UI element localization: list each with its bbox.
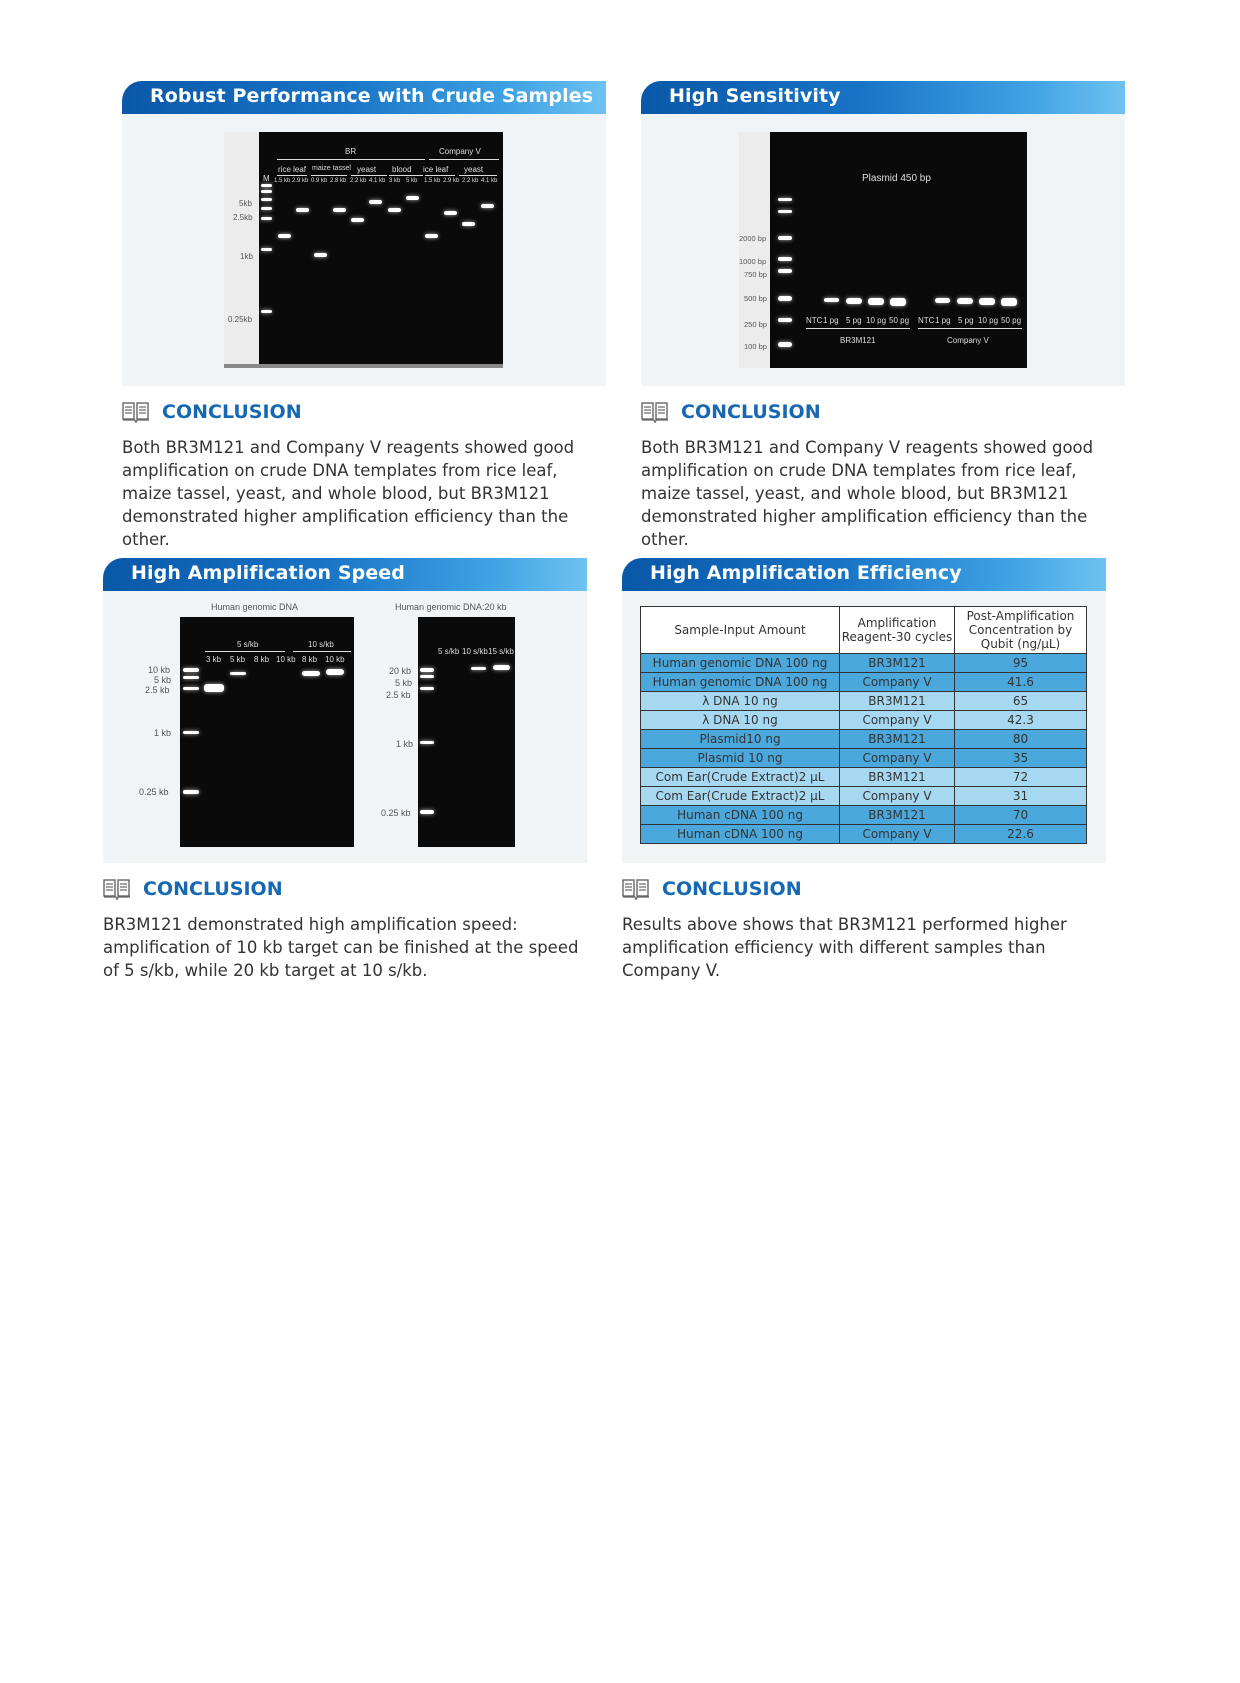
efficiency-title: High Amplification Efficiency xyxy=(650,562,962,584)
efficiency-table xyxy=(640,606,1087,844)
table-row xyxy=(641,749,1087,768)
speed-lane-8kb: 8 kb xyxy=(254,655,270,664)
cell-concentration: 80 xyxy=(955,730,1087,749)
speed-title: High Amplification Speed xyxy=(131,562,405,584)
sensitivity-title: High Sensitivity xyxy=(669,85,841,107)
speed-lane-5kb: 5 kb xyxy=(230,655,246,664)
speed-group-10s: 10 s/kb xyxy=(308,640,334,649)
crude-sample-blood: blood xyxy=(392,165,412,174)
speed-lane-10kb: 10 kb xyxy=(276,655,296,664)
sens-ladder-1000: 1000 bp xyxy=(739,257,767,266)
crude-gel-figure xyxy=(224,132,503,368)
crude-size-5: 2.2 kb xyxy=(350,178,367,184)
table-row xyxy=(641,768,1087,787)
cell-reagent: Company V xyxy=(840,825,955,844)
speed-gel2-ladder-20kb: 20 kb xyxy=(389,666,412,676)
col-sample-input: Sample-Input Amount xyxy=(641,607,840,654)
cell-concentration: 31 xyxy=(955,787,1087,806)
crude-ladder-5kb: 5kb xyxy=(239,199,252,208)
crude-size-10: 2.9 kb xyxy=(443,178,460,184)
sens-ladder-250: 250 bp xyxy=(744,320,767,329)
cell-sample: Plasmid10 ng xyxy=(641,730,840,749)
sens-a-lane-1pg: 1 pg xyxy=(823,316,839,325)
sens-b-lane-ntc: NTC xyxy=(918,316,935,325)
sens-b-lane-50pg: 50 pg xyxy=(1001,316,1022,325)
speed-conclusion-label: CONCLUSION xyxy=(143,878,283,900)
efficiency-panel xyxy=(622,558,1106,980)
cell-sample: Plasmid 10 ng xyxy=(641,749,840,768)
table-row xyxy=(641,692,1087,711)
book-icon xyxy=(641,401,669,423)
speed-group-5s: 5 s/kb xyxy=(237,640,259,649)
crude-size-1: 1.5 kb xyxy=(274,178,291,184)
speed-gel1-caption: Human genomic DNA xyxy=(211,602,299,612)
speed-figure-box xyxy=(103,591,587,863)
speed-gel2-image xyxy=(418,617,515,847)
crude-size-8: 5 kb xyxy=(406,178,418,184)
speed-gel2-ladder-0.25kb: 0.25 kb xyxy=(381,808,411,818)
sens-a-lane-10pg: 10 pg xyxy=(866,316,887,325)
speed-gel2-lane-5s: 5 s/kb xyxy=(438,647,460,656)
crude-conclusion-heading xyxy=(122,401,302,423)
crude-size-6: 4.1 kb xyxy=(369,178,386,184)
speed-gel2-lane-10s: 10 s/kb xyxy=(462,647,488,656)
crude-conclusion-label: CONCLUSION xyxy=(162,401,302,423)
crude-samples-title: Robust Performance with Crude Samples xyxy=(150,85,594,107)
speed-panel xyxy=(103,558,587,980)
crude-size-11: 2.2 kb xyxy=(462,178,479,184)
cell-reagent: Company V xyxy=(840,673,955,692)
table-row xyxy=(641,825,1087,844)
cell-concentration: 42.3 xyxy=(955,711,1087,730)
sens-b-lane-1pg: 1 pg xyxy=(935,316,951,325)
cell-concentration: 65 xyxy=(955,692,1087,711)
sensitivity-conclusion-text: Both BR3M121 and Company V reagents showed good amplification on crude DNA templates from rice leaf, maize tassel, yeast, and whole blood, but BR3M121 demonstrated higher amplification efficiency than the other. xyxy=(641,438,1094,549)
cell-sample: Com Ear(Crude Extract)2 μL xyxy=(641,768,840,787)
col-concentration: Post-Amplification Concentration by Qubit (ng/μL) xyxy=(955,607,1087,654)
table-row xyxy=(641,654,1087,673)
book-icon xyxy=(103,878,131,900)
sens-group-br3m121: BR3M121 xyxy=(840,336,876,345)
speed-gel1-ladder-1kb: 1 kb xyxy=(154,728,172,738)
cell-concentration: 72 xyxy=(955,768,1087,787)
cell-reagent: BR3M121 xyxy=(840,692,955,711)
sensitivity-caption: Plasmid 450 bp xyxy=(862,173,931,184)
sens-a-lane-ntc: NTC xyxy=(806,316,823,325)
speed-lane-8kb-b: 8 kb xyxy=(302,655,318,664)
efficiency-table-header xyxy=(641,607,1087,654)
crude-size-12: 4.1 kb xyxy=(481,178,498,184)
cell-sample: Human genomic DNA 100 ng xyxy=(641,673,840,692)
sens-ladder-100: 100 bp xyxy=(744,342,767,351)
crude-ladder-1kb: 1kb xyxy=(240,252,253,261)
book-icon xyxy=(122,401,150,423)
speed-gel1-ladder-5kb: 5 kb xyxy=(154,675,172,685)
sens-b-lane-5pg: 5 pg xyxy=(958,316,974,325)
speed-gel2-ladder-1kb: 1 kb xyxy=(396,739,414,749)
efficiency-conclusion-text: Results above shows that BR3M121 performed higher amplification efficiency with different samples than Company V. xyxy=(622,915,1067,980)
cell-sample: Human genomic DNA 100 ng xyxy=(641,654,840,673)
crude-sample-ice-leaf: ice leaf xyxy=(423,165,449,174)
crude-ladder-2.5kb: 2.5kb xyxy=(233,213,253,222)
crude-size-3: 0.9 kb xyxy=(311,178,328,184)
speed-gel1-ladder-10kb: 10 kb xyxy=(148,665,171,675)
cell-reagent: Company V xyxy=(840,711,955,730)
cell-reagent: BR3M121 xyxy=(840,768,955,787)
speed-conclusion-text: BR3M121 demonstrated high amplification speed: amplification of 10 kb target can be finished at the speed of 5 s/kb, while 20 kb target at 10 s/kb. xyxy=(103,915,579,980)
sens-a-lane-50pg: 50 pg xyxy=(889,316,910,325)
crude-size-7: 3 kb xyxy=(389,178,401,184)
table-row xyxy=(641,673,1087,692)
speed-conclusion-heading xyxy=(103,878,283,900)
table-row xyxy=(641,711,1087,730)
crude-marker-lane: M xyxy=(263,174,270,183)
sens-group-company-v: Company V xyxy=(947,336,989,345)
sens-ladder-750: 750 bp xyxy=(744,270,767,279)
cell-reagent: Company V xyxy=(840,749,955,768)
sensitivity-gel-figure xyxy=(739,132,1027,368)
speed-gel2-ladder-2.5kb: 2.5 kb xyxy=(386,690,411,700)
sensitivity-conclusion-heading xyxy=(641,401,821,423)
crude-group-company-v: Company V xyxy=(439,147,481,156)
cell-sample: λ DNA 10 ng xyxy=(641,692,840,711)
crude-sample-yeast-v: yeast xyxy=(464,165,484,174)
crude-size-4: 2.8 kb xyxy=(330,178,347,184)
cell-reagent: BR3M121 xyxy=(840,730,955,749)
cell-reagent: Company V xyxy=(840,787,955,806)
speed-gel2-ladder-5kb: 5 kb xyxy=(395,678,413,688)
crude-size-9: 1.5 kb xyxy=(424,178,441,184)
speed-lane-3kb: 3 kb xyxy=(206,655,222,664)
cell-concentration: 70 xyxy=(955,806,1087,825)
speed-gel1-ladder-0.25kb: 0.25 kb xyxy=(139,787,169,797)
efficiency-conclusion-heading xyxy=(622,878,802,900)
sensitivity-gel-image xyxy=(770,132,1027,368)
book-icon xyxy=(622,878,650,900)
speed-header xyxy=(103,558,587,591)
cell-reagent: BR3M121 xyxy=(840,654,955,673)
sens-b-lane-10pg: 10 pg xyxy=(978,316,999,325)
cell-concentration: 41.6 xyxy=(955,673,1087,692)
col-reagent: Amplification Reagent-30 cycles xyxy=(840,607,955,654)
table-row xyxy=(641,787,1087,806)
efficiency-conclusion-label: CONCLUSION xyxy=(662,878,802,900)
cell-concentration: 22.6 xyxy=(955,825,1087,844)
cell-reagent: BR3M121 xyxy=(840,806,955,825)
speed-gel2-lane-15s: 15 s/kb xyxy=(488,647,514,656)
crude-group-br: BR xyxy=(345,147,357,156)
speed-lane-10kb-b: 10 kb xyxy=(325,655,345,664)
cell-concentration: 95 xyxy=(955,654,1087,673)
cell-concentration: 35 xyxy=(955,749,1087,768)
crude-sample-yeast: yeast xyxy=(357,165,377,174)
crude-sample-rice-leaf: rice leaf xyxy=(278,165,307,174)
crude-size-2: 2.9 kb xyxy=(292,178,309,184)
sens-a-lane-5pg: 5 pg xyxy=(846,316,862,325)
sensitivity-header xyxy=(641,81,1125,114)
crude-ladder-0.25kb: 0.25kb xyxy=(228,315,253,324)
crude-samples-panel xyxy=(122,81,606,549)
speed-gel1-ladder-2.5kb: 2.5 kb xyxy=(145,685,170,695)
sensitivity-panel xyxy=(641,81,1125,549)
speed-gel1-image xyxy=(180,617,354,847)
crude-samples-header xyxy=(122,81,606,114)
cell-sample: Human cDNA 100 ng xyxy=(641,825,840,844)
table-row xyxy=(641,730,1087,749)
sens-ladder-500: 500 bp xyxy=(744,294,767,303)
efficiency-figure-box xyxy=(622,591,1106,863)
table-row xyxy=(641,806,1087,825)
crude-conclusion-text: Both BR3M121 and Company V reagents showed good amplification on crude DNA templates from rice leaf, maize tassel, yeast, and whole blood, but BR3M121 demonstrated higher amplification efficiency than the other. xyxy=(122,438,575,549)
sensitivity-conclusion-label: CONCLUSION xyxy=(681,401,821,423)
crude-samples-figure-box xyxy=(122,114,606,386)
sens-ladder-2000: 2000 bp xyxy=(739,234,767,243)
cell-sample: Com Ear(Crude Extract)2 μL xyxy=(641,787,840,806)
efficiency-header xyxy=(622,558,1106,591)
crude-sample-maize-tassel: maize tassel xyxy=(312,165,351,172)
crude-gel-image xyxy=(259,132,503,364)
sensitivity-figure-box xyxy=(641,114,1125,386)
cell-sample: λ DNA 10 ng xyxy=(641,711,840,730)
cell-sample: Human cDNA 100 ng xyxy=(641,806,840,825)
speed-gel2-caption: Human genomic DNA:20 kb xyxy=(395,602,507,612)
